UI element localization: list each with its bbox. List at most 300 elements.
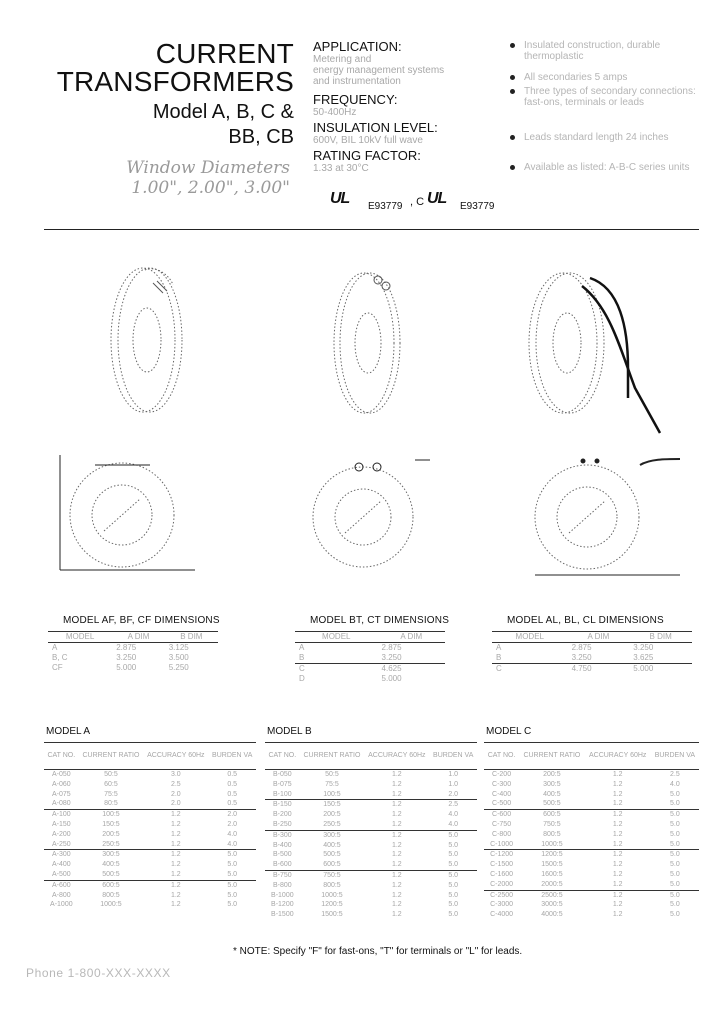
dimension-table-title: MODEL BT, CT DIMENSIONS [310, 615, 450, 626]
table-row [265, 770, 477, 780]
dimension-table-title: MODEL AF, BF, CF DIMENSIONS [63, 615, 220, 626]
table-cell: 5.0 [670, 861, 680, 869]
cul-prefix: , C [410, 196, 425, 208]
table-cell: 5.0 [227, 861, 238, 869]
table-row [492, 643, 692, 654]
table-cell: B-200 [272, 811, 292, 819]
bullet-icon [510, 43, 515, 48]
table-cell: 1.2 [391, 861, 402, 869]
bullet-icon [510, 75, 515, 80]
model-line-2: BB, CB [228, 126, 294, 148]
table-row [44, 770, 256, 780]
table-cell: 5.0 [651, 890, 699, 900]
table-row [265, 820, 477, 830]
table-cell: 2.0 [448, 790, 459, 798]
table-cell: A-1000 [50, 901, 73, 909]
table-row [265, 870, 477, 880]
drawing-leads-front-view [505, 455, 690, 590]
table-cell: 1200:5 [519, 850, 585, 860]
table-cell: B-075 [272, 780, 292, 788]
feature-bullet [510, 40, 710, 62]
column-header: BURDEN VA [212, 752, 253, 760]
table-cell: C-3000 [490, 901, 514, 909]
table-cell: 5.0 [448, 881, 459, 889]
column-header: ACCURACY 60Hz [368, 752, 426, 760]
table-row [44, 860, 256, 870]
table-cell: B-250 [272, 820, 292, 828]
table-row [484, 770, 699, 780]
table-cell: 250:5 [323, 820, 341, 828]
table-cell: C-1500 [490, 861, 514, 869]
table-cell: 1.2 [391, 771, 402, 778]
table-cell: 1.2 [612, 790, 623, 798]
table-cell: 5.0 [448, 901, 459, 909]
table-row [44, 880, 256, 890]
table-cell: 4.625 [381, 664, 402, 673]
table-cell: 1.2 [391, 780, 402, 788]
table-cell: 1.2 [612, 840, 623, 848]
table-cell: 3.625 [633, 653, 654, 662]
table-row [295, 674, 445, 684]
table-cell: 2.5 [429, 800, 477, 810]
table-cell: 5.0 [448, 841, 459, 849]
table-cell: 5.0 [670, 901, 680, 909]
table-cell: A-075 [51, 790, 71, 798]
table-cell: B-500 [272, 851, 292, 859]
table-cell: 3.0 [170, 771, 181, 778]
cul-logo: UL [427, 190, 447, 207]
table-cell: 1.2 [143, 850, 208, 860]
table-cell: B-750 [265, 870, 300, 880]
feature-bullet [510, 162, 710, 173]
column-header: B DIM [649, 632, 672, 641]
spec-value: energy management systems [313, 65, 445, 76]
table-row [265, 841, 477, 851]
model-table [265, 742, 477, 920]
table-row [44, 810, 256, 820]
table-cell: A-080 [51, 800, 71, 808]
table-cell: D [299, 674, 305, 683]
table-cell: 0.5 [227, 780, 238, 788]
table-cell: 300:5 [300, 830, 365, 840]
spec-value: Metering and [313, 54, 372, 65]
column-header: CURRENT RATIO [303, 752, 361, 760]
table-row [484, 780, 699, 790]
table-cell: 60:5 [104, 780, 118, 788]
drawing-fast-on-3d [95, 255, 205, 420]
table-cell: 300:5 [79, 850, 144, 860]
table-cell: 1.2 [391, 911, 402, 919]
table-cell: 0.5 [227, 771, 238, 778]
dimension-table [492, 631, 692, 674]
table-cell: 1.2 [143, 810, 208, 820]
table-cell [48, 673, 112, 683]
table-cell: 2.0 [208, 810, 256, 820]
table-cell: 500:5 [543, 800, 561, 808]
table-cell: 1.0 [448, 771, 459, 778]
table-cell: A-400 [51, 861, 71, 869]
spec-value: 50-400Hz [313, 107, 357, 118]
table-row [265, 830, 477, 840]
spec-heading: FREQUENCY: [313, 92, 398, 107]
window-diameters-heading: Window Diameters [126, 158, 290, 178]
table-cell: 600:5 [79, 880, 144, 890]
table-row [295, 643, 445, 654]
table-cell: 1.2 [364, 830, 429, 840]
table-cell: 5.0 [670, 800, 680, 808]
bullet-text: Insulated construction, durable thermoplastic [524, 40, 661, 62]
table-cell: 4.0 [670, 780, 680, 788]
table-cell: 150:5 [300, 800, 365, 810]
table-cell: 5.0 [670, 880, 680, 888]
table-cell: 1000:5 [541, 840, 563, 848]
column-header: A DIM [400, 632, 423, 641]
table-cell: 4.0 [227, 840, 238, 848]
lead-wires-icon [582, 278, 660, 433]
table-cell: 4.0 [448, 811, 459, 819]
table-cell: 1.2 [391, 851, 402, 859]
table-cell: 300:5 [543, 780, 561, 788]
model-table-title: MODEL A [46, 726, 91, 737]
table-cell: 2.5 [170, 780, 181, 788]
table-cell: 5.0 [448, 861, 459, 869]
bullet-text: All secondaries 5 amps [524, 72, 628, 83]
table-cell: 1.2 [364, 800, 429, 810]
table-row [265, 900, 477, 910]
model-table [484, 742, 699, 920]
table-row [48, 663, 218, 673]
spec-heading: APPLICATION: [313, 39, 402, 54]
table-cell: 5.000 [381, 674, 402, 683]
table-cell: 1.2 [391, 901, 402, 909]
table-cell: 1000:5 [321, 891, 343, 899]
table-row [44, 790, 256, 800]
table-cell: A-150 [51, 820, 71, 828]
cul-file-number: E93779 [460, 201, 495, 212]
table-row [484, 810, 699, 820]
table-row [484, 860, 699, 870]
table-cell: 5.0 [448, 891, 459, 899]
table-cell: 4.0 [227, 830, 238, 838]
dimension-table-title: MODEL AL, BL, CL DIMENSIONS [507, 615, 664, 626]
table-cell: 1.2 [143, 880, 208, 890]
model-table-title: MODEL C [486, 726, 532, 737]
table-row [484, 890, 699, 900]
table-cell: B-800 [272, 881, 292, 889]
table-cell: B-400 [272, 841, 292, 849]
table-cell: 2.0 [227, 820, 238, 828]
table-cell: 3.125 [168, 643, 189, 652]
table-cell: C-2500 [484, 890, 519, 900]
table-cell: 1.2 [391, 881, 402, 889]
table-row [265, 800, 477, 810]
table-cell: 50:5 [104, 771, 118, 778]
column-header: CAT NO. [47, 752, 76, 760]
table-cell: 0.5 [227, 800, 238, 808]
table-cell: 5.0 [227, 870, 238, 878]
table-cell: 5.0 [670, 820, 680, 828]
table-cell: 5.0 [670, 911, 680, 919]
table-cell: B-1000 [271, 891, 294, 899]
table-cell: B [299, 653, 305, 662]
table-cell: C [496, 664, 502, 673]
bullet-text: Three types of secondary connections: fast-ons, terminals or leads [524, 86, 696, 108]
table-cell: 1000:5 [100, 901, 122, 909]
table-cell: 1.2 [170, 861, 181, 869]
column-header: ACCURACY 60Hz [147, 752, 205, 760]
table-cell: C [299, 664, 305, 673]
table-cell: 2.875 [116, 643, 137, 652]
title-line-2: TRANSFORMERS [56, 66, 294, 97]
table-row [48, 653, 218, 663]
table-row [44, 820, 256, 830]
table-cell: 5.0 [448, 851, 459, 859]
table-cell: 5.0 [227, 891, 238, 899]
bullet-text: Available as listed: A-B-C series units [524, 162, 690, 173]
table-cell: A-250 [51, 840, 71, 848]
table-cell: C-1200 [484, 850, 519, 860]
column-header: CAT NO. [268, 752, 297, 760]
table-cell: 2.875 [381, 643, 402, 652]
drawing-fast-on-front-view [40, 455, 220, 585]
table-cell: 1.2 [612, 820, 623, 828]
table-cell: A-060 [51, 780, 71, 788]
table-row [265, 810, 477, 820]
dimension-table [48, 631, 218, 683]
table-cell: B-1200 [271, 901, 294, 909]
table-cell: B-1500 [271, 911, 294, 919]
table-row [44, 780, 256, 790]
table-cell: C-600 [484, 810, 519, 820]
table-cell: C-4000 [490, 911, 514, 919]
table-cell: 800:5 [323, 881, 341, 889]
column-header: MODEL [322, 632, 351, 641]
bullet-text: Leads standard length 24 inches [524, 132, 669, 143]
table-cell: 50:5 [325, 771, 339, 778]
table-row [44, 799, 256, 809]
table-cell: 600:5 [323, 861, 341, 869]
table-cell: 5.0 [651, 810, 699, 820]
table-cell: 2500:5 [519, 890, 585, 900]
table-cell: 0.5 [227, 790, 238, 798]
table-row [44, 891, 256, 901]
table-row [44, 870, 256, 880]
table-cell: 4000:5 [541, 911, 563, 919]
table-row [484, 870, 699, 880]
table-cell: C-1000 [490, 840, 514, 848]
column-header: MODEL [65, 632, 95, 641]
table-row [484, 910, 699, 920]
table-cell: 5.0 [670, 840, 680, 848]
table-cell: 1500:5 [541, 861, 563, 869]
table-cell: 5.000 [116, 663, 137, 672]
table-cell: 200:5 [543, 771, 561, 778]
table-row [484, 850, 699, 860]
bullet-icon [510, 89, 515, 94]
drawing-leads-3d [520, 258, 680, 443]
table-cell: 3.250 [633, 643, 654, 652]
table-cell: A-050 [51, 771, 71, 778]
table-row [265, 850, 477, 860]
table-cell: 1.2 [170, 840, 181, 848]
table-cell: 150:5 [102, 820, 120, 828]
bullet-icon [510, 165, 515, 170]
table-cell: C-800 [492, 830, 512, 838]
table-row [44, 840, 256, 850]
table-cell: 1.2 [612, 771, 623, 778]
table-row [484, 820, 699, 830]
ul-file-number: E93779 [368, 201, 403, 212]
table-cell: 1.2 [612, 830, 623, 838]
table-cell: 1.2 [391, 820, 402, 828]
specification-note: * NOTE: Specify "F" for fast-ons, "T" for terminals or "L" for leads. [233, 946, 523, 957]
table-cell: 1.2 [170, 891, 181, 899]
table-cell: A [299, 643, 305, 652]
table-cell: 5.0 [429, 870, 477, 880]
table-cell: 1.2 [612, 800, 623, 808]
table-row [484, 840, 699, 850]
table-cell: 750:5 [300, 870, 365, 880]
table-cell: 800:5 [543, 830, 561, 838]
table-cell: 1.2 [391, 790, 402, 798]
table-cell: 1.2 [612, 880, 623, 888]
column-header: BURDEN VA [433, 752, 474, 760]
table-cell: 3.250 [571, 653, 592, 662]
table-cell: B-050 [272, 771, 292, 778]
table-row [44, 830, 256, 840]
table-row [295, 653, 445, 664]
drawing-terminal-front-view [285, 455, 445, 585]
table-cell: 1.2 [612, 861, 623, 869]
table-cell: 1.2 [170, 870, 181, 878]
table-cell: 1.2 [612, 901, 623, 909]
table-cell: A-200 [51, 830, 71, 838]
table-cell: 200:5 [323, 811, 341, 819]
table-row [295, 664, 445, 675]
table-cell: 5.0 [670, 790, 680, 798]
table-cell: 200:5 [102, 830, 120, 838]
table-cell: 3000:5 [541, 901, 563, 909]
table-cell: CF [52, 663, 63, 672]
table-cell: 1.2 [170, 820, 181, 828]
table-cell: 500:5 [102, 870, 120, 878]
model-table [44, 742, 256, 910]
table-row [265, 891, 477, 901]
column-header: A DIM [587, 632, 610, 641]
table-cell: 2.0 [170, 790, 181, 798]
feature-bullet [510, 132, 710, 143]
table-row [265, 881, 477, 891]
table-cell: 5.250 [168, 663, 189, 672]
table-cell: C-2000 [490, 880, 514, 888]
spec-value: 600V, BIL 10kV full wave [313, 135, 423, 146]
table-cell: 5.0 [448, 911, 459, 919]
table-cell: 400:5 [543, 790, 561, 798]
table-cell: 3.250 [116, 653, 137, 662]
table-cell: 75:5 [104, 790, 118, 798]
model-table-title: MODEL B [267, 726, 312, 737]
table-cell [112, 673, 164, 683]
table-cell: 1.2 [585, 890, 651, 900]
table-row [484, 830, 699, 840]
table-cell: 5.0 [208, 880, 256, 890]
table-cell: C-300 [492, 780, 512, 788]
table-cell: 100:5 [323, 790, 341, 798]
table-cell: 5.0 [651, 850, 699, 860]
table-row [484, 880, 699, 890]
table-cell: 3.500 [168, 653, 189, 662]
table-row [265, 780, 477, 790]
table-cell: C-1600 [490, 870, 514, 878]
table-cell: 750:5 [543, 820, 561, 828]
window-diameters-values: 1.00", 2.00", 3.00" [131, 178, 290, 198]
table-row [44, 900, 256, 910]
table-cell: 75:5 [325, 780, 339, 788]
spec-value: and instrumentation [313, 76, 401, 87]
footer-contact: Phone 1-800-XXX-XXXX [26, 966, 171, 980]
table-cell: 80:5 [104, 800, 118, 808]
feature-bullet [510, 86, 710, 108]
table-cell: 1.2 [612, 870, 623, 878]
column-header: CURRENT RATIO [523, 752, 581, 760]
table-cell: A-800 [51, 891, 71, 899]
table-cell: 800:5 [102, 891, 120, 899]
column-header: A DIM [127, 632, 150, 641]
table-cell: 4.0 [448, 820, 459, 828]
drawing-terminal-3d [320, 258, 420, 418]
table-cell: A-100 [44, 810, 79, 820]
table-cell: 1.2 [170, 830, 181, 838]
model-line-1: Model A, B, C & [152, 101, 294, 123]
table-cell: 1.0 [448, 780, 459, 788]
spec-heading: INSULATION LEVEL: [313, 120, 438, 135]
spec-heading: RATING FACTOR: [313, 148, 421, 163]
table-cell: B-600 [272, 861, 292, 869]
dimension-table [295, 631, 445, 684]
table-cell: C-200 [492, 771, 512, 778]
column-header: MODEL [515, 632, 544, 641]
spec-value: 1.33 at 30°C [313, 163, 369, 174]
table-row [265, 790, 477, 800]
table-cell: 1.2 [391, 841, 402, 849]
table-cell: A-600 [44, 880, 79, 890]
table-cell: A [496, 643, 502, 652]
table-cell: C-400 [492, 790, 512, 798]
table-cell: 1200:5 [321, 901, 343, 909]
table-cell: A-500 [51, 870, 71, 878]
table-cell: 1.2 [585, 810, 651, 820]
table-cell: A [52, 643, 58, 652]
table-cell: B-100 [272, 790, 292, 798]
table-cell [165, 673, 218, 683]
column-header: BURDEN VA [654, 752, 696, 760]
table-cell: 600:5 [519, 810, 585, 820]
table-cell: B [496, 653, 502, 662]
table-cell: 5.0 [670, 870, 680, 878]
column-header: ACCURACY 60Hz [588, 752, 647, 760]
table-cell: 1.2 [585, 850, 651, 860]
table-cell: B-300 [265, 830, 300, 840]
table-cell: 1.2 [170, 901, 181, 909]
feature-bullet [510, 72, 710, 83]
table-cell: 1.2 [612, 780, 623, 788]
table-cell: C-500 [492, 800, 512, 808]
table-cell: 100:5 [79, 810, 144, 820]
ul-logo: UL [330, 190, 350, 207]
terminal-screws-icon [374, 276, 390, 290]
table-cell: 250:5 [102, 840, 120, 848]
table-cell: 5.0 [429, 830, 477, 840]
